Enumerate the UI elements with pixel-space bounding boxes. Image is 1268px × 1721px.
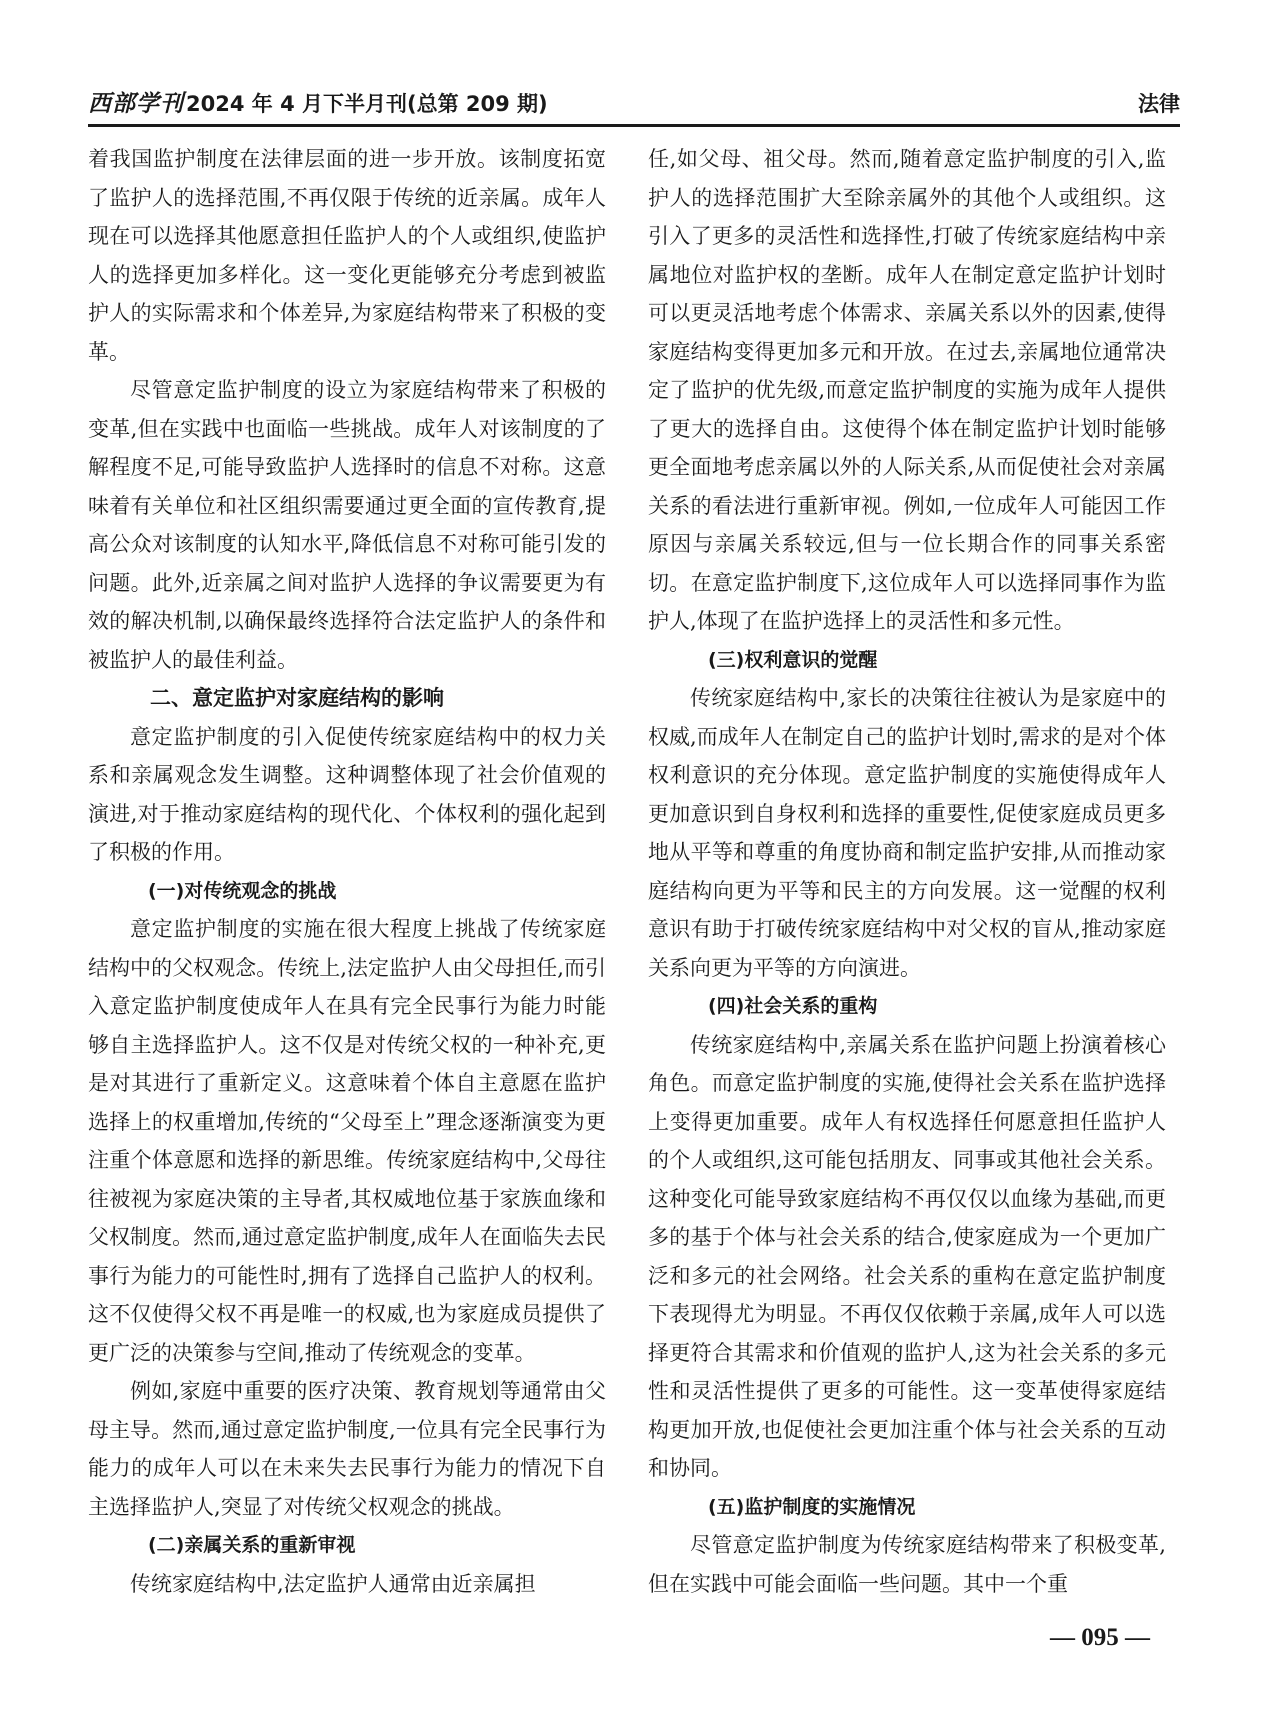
journal-masthead: [88, 85, 548, 118]
issue-info: 2024 年 4 月下半月刊(总第 209 期): [186, 92, 548, 116]
body-paragraph: 例如,家庭中重要的医疗决策、教育规划等通常由父母主导。然而,通过意定监护制度,一位具有完全民事行为能力的成年人可以在未来失去民事行为能力的情况下自主选择监护人,突显了对传统父权观念的挑战。: [88, 1379, 606, 1519]
page-number: — 095 —: [1050, 1624, 1150, 1651]
body-paragraph: 传统家庭结构中,法定监护人通常由近亲属担: [130, 1571, 536, 1596]
body-paragraph: 着我国监护制度在法律层面的进一步开放。该制度拓宽了监护人的选择范围,不再仅限于传统的近亲属。成年人现在可以选择其他愿意担任监护人的个人或组织,使监护人的选择更加多样化。这一变化更能够充分考虑到被监护人的实际需求和个体差异,为家庭结构带来了积极的变革。: [88, 147, 606, 364]
left-column: [88, 140, 606, 1603]
subsection-heading: (四)社会关系的重构: [708, 995, 878, 1017]
subsection-heading: (二)亲属关系的重新审视: [148, 1534, 356, 1556]
subsection-heading: (五)监护制度的实施情况: [708, 1495, 916, 1518]
body-paragraph: 传统家庭结构中,亲属关系在监护问题上扮演着核心角色。而意定监护制度的实施,使得社会关系在监护选择上变得更加重要。成年人有权选择任何愿意担任监护人的个人或组织,这可能包括朋友、同事或其他社会关系。这种变化可能导致家庭结构不再仅仅以血缘为基础,而更多的基于个体与社会关系的结合,使家庭成为一个更加广泛和多元的社会网络。社会关系的重构在意定监护制度下表现得尤为明显。不再仅仅依赖于亲属,成年人可以选择更符合其需求和价值观的监护人,这为社会关系的多元性和灵活性提供了更多的可能性。这一变革使得家庭结构更加开放,也促使社会更加注重个体与社会关系的互动和协同。: [648, 1032, 1166, 1480]
body-paragraph: 任,如父母、祖父母。然而,随着意定监护制度的引入,监护人的选择范围扩大至除亲属外的其他个人或组织。这引入了更多的灵活性和选择性,打破了传统家庭结构中亲属地位对监护权的垄断。成年人在制定意定监护计划时可以更灵活地考虑个体需求、亲属关系以外的因素,使得家庭结构变得更加多元和开放。在过去,亲属地位通常决定了监护的优先级,而意定监护制度的实施为成年人提供了更大的选择自由。这使得个体在制定监护计划时能够更全面地考虑亲属以外的人际关系,从而促使社会对亲属关系的看法进行重新审视。例如,一位成年人可能因工作原因与亲属关系较远,但与一位长期合作的同事关系密切。在意定监护制度下,这位成年人可以选择同事作为监护人,体现了在监护选择上的灵活性和多元性。: [648, 147, 1166, 633]
journal-logo: 西部学刊: [88, 90, 184, 117]
body-paragraph: 传统家庭结构中,家长的决策往往被认为是家庭中的权威,而成年人在制定自己的监护计划时,需求的是对个体权利意识的充分体现。意定监护制度的实施使得成年人更加意识到自身权利和选择的重要性,促使家庭成员更多地从平等和尊重的角度协商和制定监护安排,从而推动家庭结构向更为平等和民主的方向发展。这一觉醒的权利意识有助于打破传统家庭结构中对父权的盲从,推动家庭关系向更为平等的方向演进。: [648, 686, 1166, 980]
section-tag: 法律: [1138, 92, 1180, 116]
body-paragraph: 意定监护制度的引入促使传统家庭结构中的权力关系和亲属观念发生调整。这种调整体现了社会价值观的演进,对于推动家庭结构的现代化、个体权利的强化起到了积极的作用。: [88, 724, 606, 864]
body-paragraph: 尽管意定监护制度的设立为家庭结构带来了积极的变革,但在实践中也面临一些挑战。成年人对该制度的了解程度不足,可能导致监护人选择时的信息不对称。这意味着有关单位和社区组织需要通过更全面的宣传教育,提高公众对该制度的认知水平,降低信息不对称可能引发的问题。此外,近亲属之间对监护人选择的争议需要更为有效的解决机制,以确保最终选择符合法定监护人的条件和被监护人的最佳利益。: [88, 378, 606, 672]
page-header: [88, 82, 1180, 127]
subsection-heading: (三)权利意识的觉醒: [708, 648, 878, 671]
right-column: [648, 140, 1166, 1603]
body-paragraph: 意定监护制度的实施在很大程度上挑战了传统家庭结构中的父权观念。传统上,法定监护人由父母担任,而引入意定监护制度使成年人在具有完全民事行为能力时能够自主选择监护人。这不仅是对传统父权的一种补充,更是对其进行了重新定义。这意味着个体自主意愿在监护选择上的权重增加,传统的“父母至上”理念逐渐演变为更注重个体意愿和选择的新思维。传统家庭结构中,父母往往被视为家庭决策的主导者,其权威地位基于家族血缘和父权制度。然而,通过意定监护制度,成年人在面临失去民事行为能力的可能性时,拥有了选择自己监护人的权利。这不仅使得父权不再是唯一的权威,也为家庭成员提供了更广泛的决策参与空间,推动了传统观念的变革。: [88, 917, 606, 1365]
subsection-heading: (一)对传统观念的挑战: [148, 879, 337, 902]
body-paragraph: 尽管意定监护制度为传统家庭结构带来了积极变革,但在实践中可能会面临一些问题。其中一个重: [648, 1533, 1166, 1596]
section-heading: 二、意定监护对家庭结构的影响: [150, 686, 444, 710]
